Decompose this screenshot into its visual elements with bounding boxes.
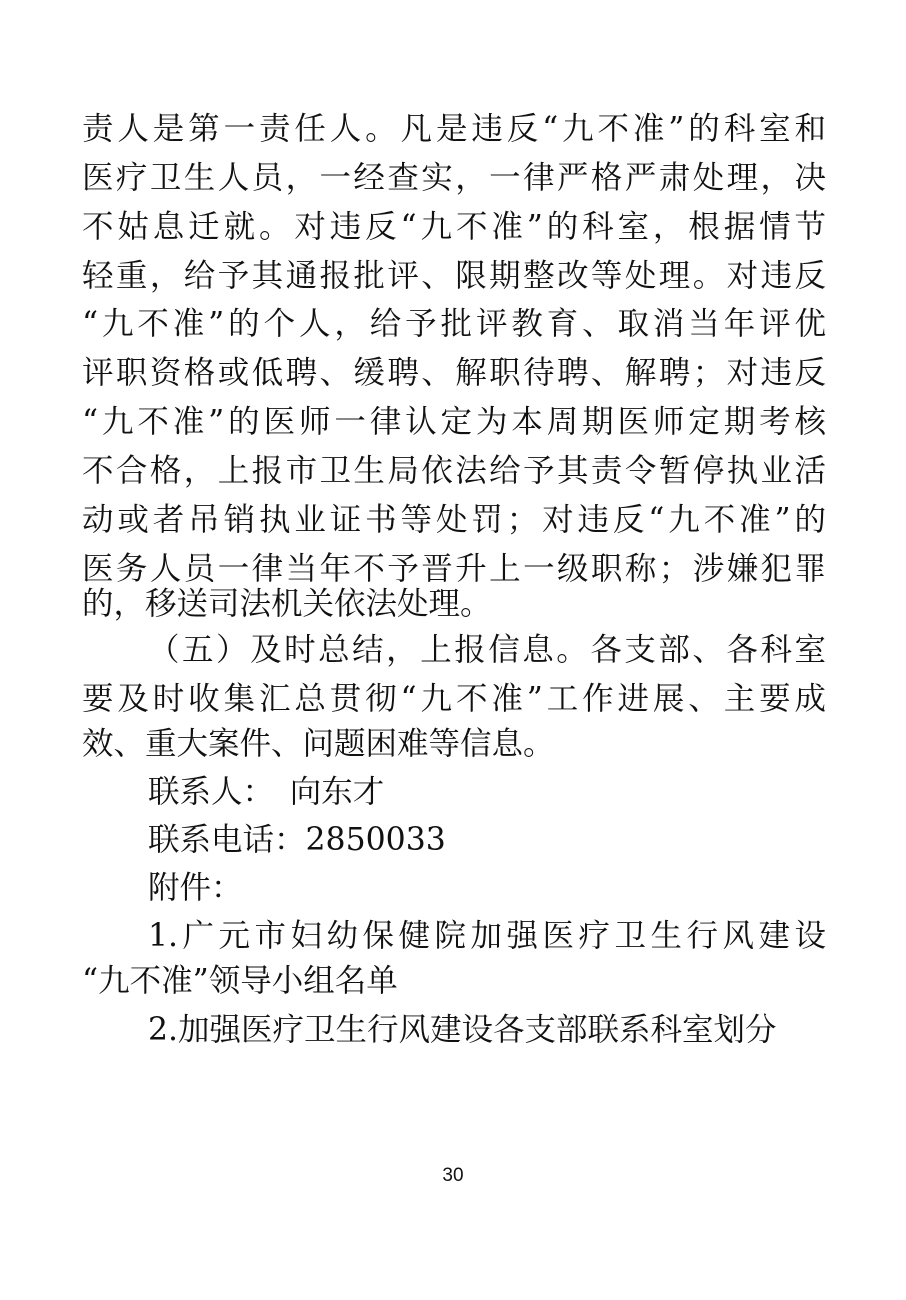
body-line: 效、重大案件、问题困难等信息。: [82, 726, 555, 762]
body-line: 医务人员一律当年不予晋升上一级职称；涉嫌犯罪: [82, 551, 826, 587]
attachments-label: 附件：: [148, 870, 243, 906]
attachment-item: 1.广元市妇幼保健院加强医疗卫生行风建设: [148, 918, 826, 954]
body-line: 动或者吊销执业证书等处罚；对违反“九不准”的: [82, 502, 826, 538]
body-line: 不合格，上报市卫生局依法给予其责令暂停执业活: [82, 453, 826, 489]
body-line: 轻重，给予其通报批评、限期整改等处理。对违反: [82, 258, 826, 294]
body-line: 要及时收集汇总贯彻“九不准”工作进展、主要成: [82, 681, 826, 717]
body-line: “九不准”的个人，给予批评教育、取消当年评优: [82, 306, 826, 342]
contact-person: 联系人： 向东才: [148, 774, 385, 810]
body-line: 医疗卫生人员，一经查实，一律严格严肃处理，决: [82, 160, 826, 196]
body-line: 评职资格或低聘、缓聘、解职待聘、解聘；对违反: [82, 355, 826, 391]
contact-phone: 联系电话：2850033: [148, 822, 446, 858]
section-heading-line: （五）及时总结，上报信息。各支部、各科室: [148, 632, 826, 668]
page-number: 30: [442, 1165, 464, 1186]
attachment-item: 2.加强医疗卫生行风建设各支部联系科室划分: [148, 1012, 777, 1048]
body-line: 的，移送司法机关依法处理。: [82, 586, 492, 622]
attachment-item-continued: “九不准”领导小组名单: [82, 963, 398, 999]
body-line: “九不准”的医师一律认定为本周期医师定期考核: [82, 404, 826, 440]
body-line: 责人是第一责任人。凡是违反“九不准”的科室和: [82, 111, 826, 147]
body-line: 不姑息迁就。对违反“九不准”的科室，根据情节: [82, 209, 826, 245]
